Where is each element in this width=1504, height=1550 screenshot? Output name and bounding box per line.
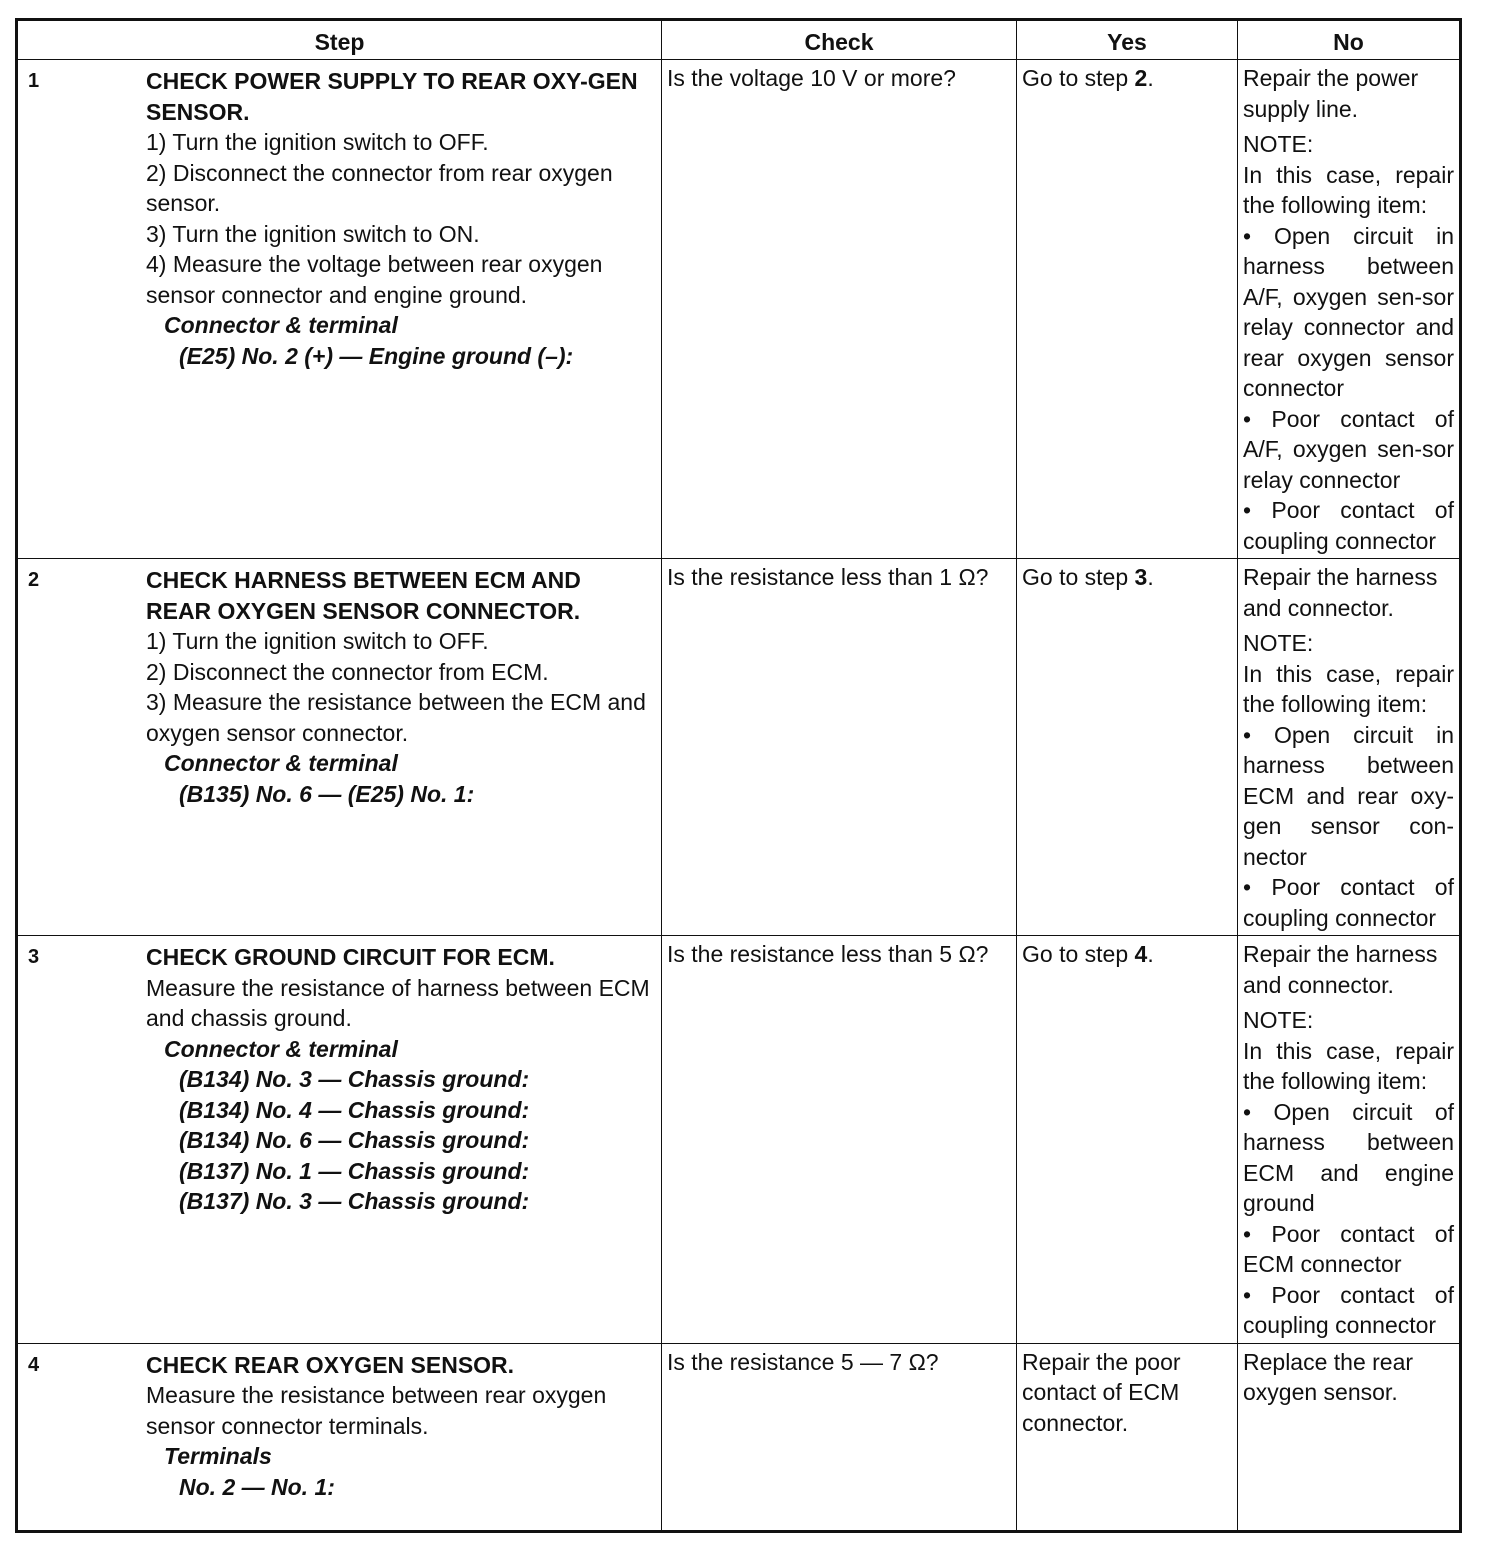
yes-prefix: Go to step [1022,564,1135,590]
note-item: • Poor contact of coupling connector [1243,874,1454,931]
step-number: 3 [28,946,40,968]
header-check: Check [662,20,1017,60]
terminal-spec: (E25) No. 2 (+) — Engine ground (–): [179,342,574,369]
no-cell [1238,559,1461,936]
yes-cell [1017,60,1238,559]
terminal-spec: (B134) No. 6 — Chassis ground: [179,1127,530,1153]
connector-label: Terminals [164,1443,272,1469]
note-item: • Poor contact of coupling connector [1243,1281,1454,1338]
step-instruction: Measure the resistance of harness between ECM and chassis ground. [146,974,650,1031]
step-title: CHECK HARNESS BETWEEN ECM AND REAR OXYGEN SENSOR CONNECTOR. [146,567,581,624]
no-action: Repair the power supply line. [1243,65,1419,122]
connector-label: Connector & terminal [164,1035,398,1062]
step-cell [17,60,662,559]
note-intro: In this case, repair the following item: [1243,161,1454,218]
connector-label: Connector & terminal [164,750,398,776]
check-cell: Is the voltage 10 V or more? [662,60,1017,559]
note-item: • Poor contact of A/F, oxygen sen-sor relay connector [1243,405,1454,493]
terminal-spec: (B134) No. 4 — Chassis ground: [179,1096,530,1123]
note-item: • Open circuit in harness between ECM and rear oxy-gen sensor con-nector [1243,721,1454,870]
step-title: CHECK POWER SUPPLY TO REAR OXY-GEN SENSOR. [146,68,638,125]
step-title: CHECK GROUND CIRCUIT FOR ECM. [146,944,555,970]
yes-cell: Repair the poor contact of ECM connector. [1017,1343,1238,1531]
terminal-spec: (B134) No. 3 — Chassis ground: [179,1066,530,1092]
step-number: 4 [28,1353,40,1376]
header-no: No [1238,20,1461,60]
note-intro: In this case, repair the following item: [1243,1037,1454,1094]
check-cell: Is the resistance 5 — 7 Ω? [662,1343,1017,1531]
terminal-spec: (B137) No. 3 — Chassis ground: [179,1188,530,1214]
yes-step-link: 4 [1134,941,1148,967]
check-cell: Is the resistance less than 5 Ω? [662,936,1017,1344]
step-instruction: 3) Turn the ignition switch to ON. [146,220,480,247]
table-row [17,936,1461,1344]
check-cell: Is the resistance less than 1 Ω? [662,559,1017,936]
step-instruction: Measure the resistance between rear oxygen sensor connector terminals. [146,1382,607,1439]
step-number: 2 [28,569,40,591]
no-action: Repair the harness and connector. [1243,564,1438,621]
note-item: • Poor contact of coupling connector [1243,497,1454,554]
step-cell [17,1343,662,1531]
step-cell [17,936,662,1344]
yes-suffix: . [1147,941,1154,967]
step-instruction: 3) Measure the resistance between the ECM and oxygen sensor connector. [146,689,646,746]
yes-step-link: 2 [1134,65,1148,91]
terminal-spec: (B135) No. 6 — (E25) No. 1: [179,780,475,807]
note-item: • Open circuit in harness between A/F, oxygen sen-sor relay connector and rear oxygen sensor connector [1243,222,1454,401]
terminal-spec: No. 2 — No. 1: [179,1473,335,1500]
note-label: NOTE: [1243,1007,1314,1033]
step-title: CHECK REAR OXYGEN SENSOR. [146,1351,515,1378]
table-row [17,1343,1461,1531]
no-cell [1238,936,1461,1344]
no-action: Repair the harness and connector. [1243,941,1438,998]
step-instruction: 4) Measure the voltage between rear oxygen sensor connector and engine ground. [146,251,603,308]
yes-cell [1017,559,1238,936]
yes-prefix: Go to step [1022,65,1135,91]
step-instruction: 1) Turn the ignition switch to OFF. [146,628,489,654]
step-instruction: 1) Turn the ignition switch to OFF. [146,129,489,155]
yes-suffix: . [1147,65,1154,91]
diagnostic-table [15,18,1462,1533]
table-row [17,559,1461,936]
step-number: 1 [28,70,40,92]
yes-step-link: 3 [1134,564,1148,590]
table-row [17,60,1461,559]
step-instruction: 2) Disconnect the connector from rear oxygen sensor. [146,159,613,216]
note-item: • Open circuit of harness between ECM and engine ground [1243,1098,1454,1216]
header-yes: Yes [1017,20,1238,60]
note-label: NOTE: [1243,131,1314,157]
no-action: Replace the rear oxygen sensor. [1243,1348,1414,1405]
step-instruction: 2) Disconnect the connector from ECM. [146,658,549,685]
note-item: • Poor contact of ECM connector [1243,1220,1454,1277]
connector-label: Connector & terminal [164,312,398,338]
yes-cell [1017,936,1238,1344]
no-cell [1238,60,1461,559]
terminal-spec: (B137) No. 1 — Chassis ground: [179,1157,530,1184]
header-row [17,20,1461,60]
step-cell [17,559,662,936]
note-intro: In this case, repair the following item: [1243,660,1454,717]
yes-prefix: Go to step [1022,941,1135,967]
header-step: Step [17,20,662,60]
yes-suffix: . [1147,564,1154,590]
no-cell [1238,1343,1461,1531]
note-label: NOTE: [1243,630,1314,656]
